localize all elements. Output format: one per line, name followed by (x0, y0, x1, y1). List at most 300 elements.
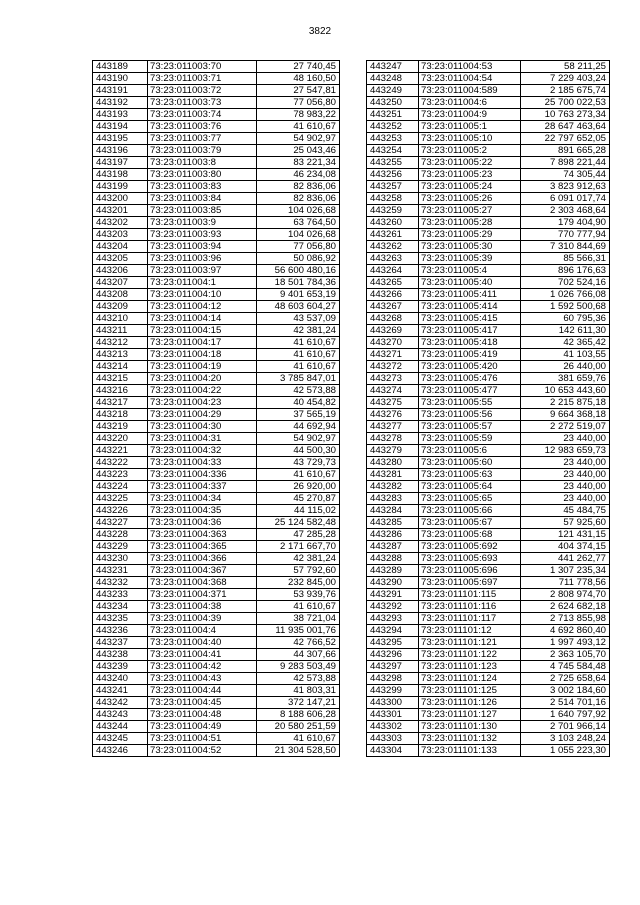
row-number-cell: 443297 (367, 661, 419, 673)
table-row (367, 373, 610, 385)
row-number-cell: 443196 (93, 145, 148, 157)
cadastral-number-cell: 73:23:011005:60 (419, 457, 521, 469)
row-number-cell: 443262 (367, 241, 419, 253)
cadastral-number-cell: 73:23:011101:116 (419, 601, 521, 613)
value-cell: 56 600 480,16 (257, 265, 340, 277)
value-cell: 232 845,00 (257, 577, 340, 589)
value-cell: 2 808 974,70 (521, 589, 610, 601)
value-cell: 18 501 784,36 (257, 277, 340, 289)
cadastral-number-cell: 73:23:011005:6 (419, 445, 521, 457)
table-row (93, 97, 340, 109)
table-row (93, 229, 340, 241)
table-row (367, 625, 610, 637)
row-number-cell: 443299 (367, 685, 419, 697)
row-number-cell: 443277 (367, 421, 419, 433)
value-cell: 57 925,60 (521, 517, 610, 529)
table-row (93, 565, 340, 577)
table-row (367, 745, 610, 757)
value-cell: 26 440,00 (521, 361, 610, 373)
table-row (93, 469, 340, 481)
cadastral-number-cell: 73:23:011005:26 (419, 193, 521, 205)
cadastral-number-cell: 73:23:011005:22 (419, 157, 521, 169)
cadastral-number-cell: 73:23:011004:43 (148, 673, 257, 685)
table-row (93, 589, 340, 601)
table-row (367, 145, 610, 157)
table-row (93, 721, 340, 733)
value-cell: 2 514 701,16 (521, 697, 610, 709)
value-cell: 9 401 653,19 (257, 289, 340, 301)
table-row (367, 685, 610, 697)
table-row (367, 181, 610, 193)
cadastral-number-cell: 73:23:011101:124 (419, 673, 521, 685)
value-cell: 2 171 667,70 (257, 541, 340, 553)
cadastral-number-cell: 73:23:011005:4 (419, 265, 521, 277)
row-number-cell: 443271 (367, 349, 419, 361)
row-number-cell: 443201 (93, 205, 148, 217)
row-number-cell: 443190 (93, 73, 148, 85)
table-row (93, 73, 340, 85)
row-number-cell: 443230 (93, 553, 148, 565)
cadastral-number-cell: 73:23:011101:117 (419, 613, 521, 625)
row-number-cell: 443218 (93, 409, 148, 421)
value-cell: 78 983,22 (257, 109, 340, 121)
table-row (93, 145, 340, 157)
row-number-cell: 443289 (367, 565, 419, 577)
row-number-cell: 443258 (367, 193, 419, 205)
table-row (367, 493, 610, 505)
cadastral-number-cell: 73:23:011005:697 (419, 577, 521, 589)
table-row (367, 721, 610, 733)
table-row (93, 625, 340, 637)
row-number-cell: 443192 (93, 97, 148, 109)
value-cell: 2 725 658,64 (521, 673, 610, 685)
table-row (367, 73, 610, 85)
cadastral-number-cell: 73:23:011005:417 (419, 325, 521, 337)
value-cell: 85 566,31 (521, 253, 610, 265)
row-number-cell: 443256 (367, 169, 419, 181)
table-row (93, 445, 340, 457)
value-cell: 58 211,25 (521, 61, 610, 73)
value-cell: 121 431,15 (521, 529, 610, 541)
value-cell: 25 700 022,53 (521, 97, 610, 109)
table-row (367, 445, 610, 457)
cadastral-number-cell: 73:23:011005:477 (419, 385, 521, 397)
value-cell: 42 766,52 (257, 637, 340, 649)
table-row (367, 385, 610, 397)
table-row (93, 661, 340, 673)
cadastral-number-cell: 73:23:011004:366 (148, 553, 257, 565)
table-row (367, 637, 610, 649)
cadastral-number-cell: 73:23:011004:38 (148, 601, 257, 613)
table-row (367, 433, 610, 445)
value-cell: 25 043,46 (257, 145, 340, 157)
value-cell: 104 026,68 (257, 229, 340, 241)
table-row (93, 517, 340, 529)
row-number-cell: 443284 (367, 505, 419, 517)
value-cell: 28 647 463,64 (521, 121, 610, 133)
row-number-cell: 443234 (93, 601, 148, 613)
table-row (367, 109, 610, 121)
table-row (93, 457, 340, 469)
table-row (93, 277, 340, 289)
row-number-cell: 443211 (93, 325, 148, 337)
value-cell: 77 056,80 (257, 97, 340, 109)
row-number-cell: 443232 (93, 577, 148, 589)
register-table-left (92, 60, 340, 757)
row-number-cell: 443251 (367, 109, 419, 121)
row-number-cell: 443279 (367, 445, 419, 457)
table-row (367, 325, 610, 337)
value-cell: 41 610,67 (257, 733, 340, 745)
value-cell: 41 610,67 (257, 121, 340, 133)
value-cell: 37 565,19 (257, 409, 340, 421)
table-row (93, 649, 340, 661)
value-cell: 3 823 912,63 (521, 181, 610, 193)
row-number-cell: 443204 (93, 241, 148, 253)
cadastral-number-cell: 73:23:011003:96 (148, 253, 257, 265)
cadastral-number-cell: 73:23:011004:336 (148, 469, 257, 481)
table-row (367, 121, 610, 133)
row-number-cell: 443238 (93, 649, 148, 661)
table-row (367, 469, 610, 481)
value-cell: 891 665,28 (521, 145, 610, 157)
cadastral-number-cell: 73:23:011005:10 (419, 133, 521, 145)
table-row (93, 241, 340, 253)
value-cell: 7 310 844,69 (521, 241, 610, 253)
register-table-right (366, 60, 610, 757)
row-number-cell: 443283 (367, 493, 419, 505)
cadastral-number-cell: 73:23:011101:121 (419, 637, 521, 649)
value-cell: 50 086,92 (257, 253, 340, 265)
cadastral-number-cell: 73:23:011101:130 (419, 721, 521, 733)
cadastral-number-cell: 73:23:011003:93 (148, 229, 257, 241)
row-number-cell: 443231 (93, 565, 148, 577)
row-number-cell: 443214 (93, 361, 148, 373)
value-cell: 38 721,04 (257, 613, 340, 625)
cadastral-number-cell: 73:23:011004:589 (419, 85, 521, 97)
table-row (93, 709, 340, 721)
value-cell: 1 997 493,12 (521, 637, 610, 649)
row-number-cell: 443296 (367, 649, 419, 661)
value-cell: 43 729,73 (257, 457, 340, 469)
row-number-cell: 443243 (93, 709, 148, 721)
table-row (93, 169, 340, 181)
row-number-cell: 443280 (367, 457, 419, 469)
cadastral-number-cell: 73:23:011005:66 (419, 505, 521, 517)
row-number-cell: 443281 (367, 469, 419, 481)
cadastral-number-cell: 73:23:011004:53 (419, 61, 521, 73)
cadastral-number-cell: 73:23:011004:31 (148, 433, 257, 445)
cadastral-number-cell: 73:23:011004:33 (148, 457, 257, 469)
row-number-cell: 443288 (367, 553, 419, 565)
cadastral-number-cell: 73:23:011101:127 (419, 709, 521, 721)
cadastral-number-cell: 73:23:011004:45 (148, 697, 257, 709)
value-cell: 41 103,55 (521, 349, 610, 361)
value-cell: 23 440,00 (521, 457, 610, 469)
value-cell: 21 304 528,50 (257, 745, 340, 757)
value-cell: 57 792,60 (257, 565, 340, 577)
value-cell: 12 983 659,73 (521, 445, 610, 457)
table-row (367, 205, 610, 217)
row-number-cell: 443242 (93, 697, 148, 709)
table-row (93, 541, 340, 553)
row-number-cell: 443193 (93, 109, 148, 121)
table-row (93, 337, 340, 349)
cadastral-number-cell: 73:23:011005:414 (419, 301, 521, 313)
value-cell: 9 664 368,18 (521, 409, 610, 421)
table-row (93, 409, 340, 421)
table-row (367, 157, 610, 169)
value-cell: 3 002 184,60 (521, 685, 610, 697)
table-row (93, 121, 340, 133)
cadastral-number-cell: 73:23:011004:15 (148, 325, 257, 337)
cadastral-number-cell: 73:23:011005:68 (419, 529, 521, 541)
table-row (93, 553, 340, 565)
row-number-cell: 443287 (367, 541, 419, 553)
cadastral-number-cell: 73:23:011004:51 (148, 733, 257, 745)
table-row (367, 421, 610, 433)
row-number-cell: 443241 (93, 685, 148, 697)
row-number-cell: 443225 (93, 493, 148, 505)
value-cell: 104 026,68 (257, 205, 340, 217)
value-cell: 4 745 584,48 (521, 661, 610, 673)
cadastral-number-cell: 73:23:011005:59 (419, 433, 521, 445)
row-number-cell: 443292 (367, 601, 419, 613)
row-number-cell: 443304 (367, 745, 419, 757)
value-cell: 8 188 606,28 (257, 709, 340, 721)
value-cell: 74 305,44 (521, 169, 610, 181)
cadastral-number-cell: 73:23:011004:35 (148, 505, 257, 517)
row-number-cell: 443260 (367, 217, 419, 229)
row-number-cell: 443272 (367, 361, 419, 373)
cadastral-number-cell: 73:23:011004:34 (148, 493, 257, 505)
cadastral-number-cell: 73:23:011005:39 (419, 253, 521, 265)
value-cell: 48 603 604,27 (257, 301, 340, 313)
value-cell: 2 701 966,14 (521, 721, 610, 733)
row-number-cell: 443217 (93, 397, 148, 409)
cadastral-number-cell: 73:23:011004:29 (148, 409, 257, 421)
row-number-cell: 443282 (367, 481, 419, 493)
table-row (93, 217, 340, 229)
table-row (93, 361, 340, 373)
value-cell: 45 484,75 (521, 505, 610, 517)
row-number-cell: 443220 (93, 433, 148, 445)
table-row (367, 349, 610, 361)
table-row (367, 733, 610, 745)
table-row (93, 61, 340, 73)
value-cell: 702 524,16 (521, 277, 610, 289)
row-number-cell: 443228 (93, 529, 148, 541)
row-number-cell: 443269 (367, 325, 419, 337)
cadastral-number-cell: 73:23:011003:85 (148, 205, 257, 217)
row-number-cell: 443274 (367, 385, 419, 397)
value-cell: 10 653 443,60 (521, 385, 610, 397)
value-cell: 23 440,00 (521, 493, 610, 505)
row-number-cell: 443200 (93, 193, 148, 205)
value-cell: 1 026 766,08 (521, 289, 610, 301)
row-number-cell: 443235 (93, 613, 148, 625)
table-row (367, 661, 610, 673)
value-cell: 45 270,87 (257, 493, 340, 505)
value-cell: 23 440,00 (521, 433, 610, 445)
value-cell: 711 778,56 (521, 577, 610, 589)
table-row (93, 301, 340, 313)
row-number-cell: 443290 (367, 577, 419, 589)
cadastral-number-cell: 73:23:011005:40 (419, 277, 521, 289)
table-row (93, 193, 340, 205)
table-row (93, 673, 340, 685)
value-cell: 2 272 519,07 (521, 421, 610, 433)
value-cell: 770 777,94 (521, 229, 610, 241)
table-row (367, 133, 610, 145)
table-row (93, 433, 340, 445)
cadastral-number-cell: 73:23:011101:12 (419, 625, 521, 637)
row-number-cell: 443208 (93, 289, 148, 301)
row-number-cell: 443191 (93, 85, 148, 97)
value-cell: 1 307 235,34 (521, 565, 610, 577)
table-row (93, 265, 340, 277)
table-row (93, 85, 340, 97)
cadastral-number-cell: 73:23:011005:418 (419, 337, 521, 349)
table-row (367, 241, 610, 253)
row-number-cell: 443226 (93, 505, 148, 517)
value-cell: 26 920,00 (257, 481, 340, 493)
cadastral-number-cell: 73:23:011005:419 (419, 349, 521, 361)
row-number-cell: 443197 (93, 157, 148, 169)
value-cell: 142 611,30 (521, 325, 610, 337)
cadastral-number-cell: 73:23:011005:476 (419, 373, 521, 385)
value-cell: 9 283 503,49 (257, 661, 340, 673)
value-cell: 179 404,90 (521, 217, 610, 229)
cadastral-number-cell: 73:23:011004:4 (148, 625, 257, 637)
cadastral-number-cell: 73:23:011005:692 (419, 541, 521, 553)
value-cell: 7 898 221,44 (521, 157, 610, 169)
row-number-cell: 443237 (93, 637, 148, 649)
cadastral-number-cell: 73:23:011003:79 (148, 145, 257, 157)
row-number-cell: 443221 (93, 445, 148, 457)
cadastral-number-cell: 73:23:011004:40 (148, 637, 257, 649)
row-number-cell: 443294 (367, 625, 419, 637)
row-number-cell: 443246 (93, 745, 148, 757)
row-number-cell: 443222 (93, 457, 148, 469)
value-cell: 44 115,02 (257, 505, 340, 517)
value-cell: 44 692,94 (257, 421, 340, 433)
cadastral-number-cell: 73:23:011003:71 (148, 73, 257, 85)
table-row (367, 553, 610, 565)
value-cell: 83 221,34 (257, 157, 340, 169)
row-number-cell: 443199 (93, 181, 148, 193)
table-row (93, 373, 340, 385)
value-cell: 3 103 248,24 (521, 733, 610, 745)
value-cell: 63 764,50 (257, 217, 340, 229)
value-cell: 41 610,67 (257, 337, 340, 349)
table-row (93, 697, 340, 709)
value-cell: 25 124 582,48 (257, 517, 340, 529)
cadastral-number-cell: 73:23:011004:368 (148, 577, 257, 589)
table-row (367, 229, 610, 241)
cadastral-number-cell: 73:23:011005:1 (419, 121, 521, 133)
table-row (367, 481, 610, 493)
row-number-cell: 443250 (367, 97, 419, 109)
cadastral-number-cell: 73:23:011003:9 (148, 217, 257, 229)
row-number-cell: 443240 (93, 673, 148, 685)
table-row (93, 421, 340, 433)
value-cell: 42 573,88 (257, 673, 340, 685)
row-number-cell: 443257 (367, 181, 419, 193)
table-row (367, 409, 610, 421)
cadastral-number-cell: 73:23:011004:18 (148, 349, 257, 361)
table-row (367, 577, 610, 589)
table-row (367, 277, 610, 289)
table-row (367, 337, 610, 349)
row-number-cell: 443198 (93, 169, 148, 181)
row-number-cell: 443248 (367, 73, 419, 85)
row-number-cell: 443298 (367, 673, 419, 685)
table-row (367, 709, 610, 721)
value-cell: 2 713 855,98 (521, 613, 610, 625)
value-cell: 7 229 403,24 (521, 73, 610, 85)
cadastral-number-cell: 73:23:011005:27 (419, 205, 521, 217)
cadastral-number-cell: 73:23:011005:67 (419, 517, 521, 529)
value-cell: 23 440,00 (521, 481, 610, 493)
row-number-cell: 443268 (367, 313, 419, 325)
value-cell: 42 573,88 (257, 385, 340, 397)
row-number-cell: 443210 (93, 313, 148, 325)
row-number-cell: 443264 (367, 265, 419, 277)
row-number-cell: 443261 (367, 229, 419, 241)
table-row (367, 601, 610, 613)
row-number-cell: 443295 (367, 637, 419, 649)
table-row (367, 361, 610, 373)
value-cell: 54 902,97 (257, 133, 340, 145)
cadastral-number-cell: 73:23:011005:30 (419, 241, 521, 253)
value-cell: 41 610,67 (257, 601, 340, 613)
cadastral-number-cell: 73:23:011004:49 (148, 721, 257, 733)
value-cell: 404 374,15 (521, 541, 610, 553)
cadastral-number-cell: 73:23:011003:8 (148, 157, 257, 169)
cadastral-number-cell: 73:23:011004:22 (148, 385, 257, 397)
table-row (93, 313, 340, 325)
row-number-cell: 443227 (93, 517, 148, 529)
cadastral-number-cell: 73:23:011005:28 (419, 217, 521, 229)
cadastral-number-cell: 73:23:011004:367 (148, 565, 257, 577)
cadastral-number-cell: 73:23:011004:17 (148, 337, 257, 349)
cadastral-number-cell: 73:23:011005:56 (419, 409, 521, 421)
value-cell: 47 285,28 (257, 529, 340, 541)
table-row (93, 397, 340, 409)
cadastral-number-cell: 73:23:011003:94 (148, 241, 257, 253)
value-cell: 10 763 273,34 (521, 109, 610, 121)
value-cell: 1 592 500,68 (521, 301, 610, 313)
row-number-cell: 443245 (93, 733, 148, 745)
cadastral-number-cell: 73:23:011004:371 (148, 589, 257, 601)
row-number-cell: 443293 (367, 613, 419, 625)
row-number-cell: 443229 (93, 541, 148, 553)
row-number-cell: 443212 (93, 337, 148, 349)
row-number-cell: 443291 (367, 589, 419, 601)
table-row (93, 745, 340, 757)
table-row (367, 517, 610, 529)
value-cell: 22 797 652,05 (521, 133, 610, 145)
value-cell: 441 262,77 (521, 553, 610, 565)
value-cell: 60 795,36 (521, 313, 610, 325)
row-number-cell: 443286 (367, 529, 419, 541)
value-cell: 44 307,66 (257, 649, 340, 661)
row-number-cell: 443244 (93, 721, 148, 733)
table-row (93, 289, 340, 301)
row-number-cell: 443276 (367, 409, 419, 421)
table-row (367, 673, 610, 685)
